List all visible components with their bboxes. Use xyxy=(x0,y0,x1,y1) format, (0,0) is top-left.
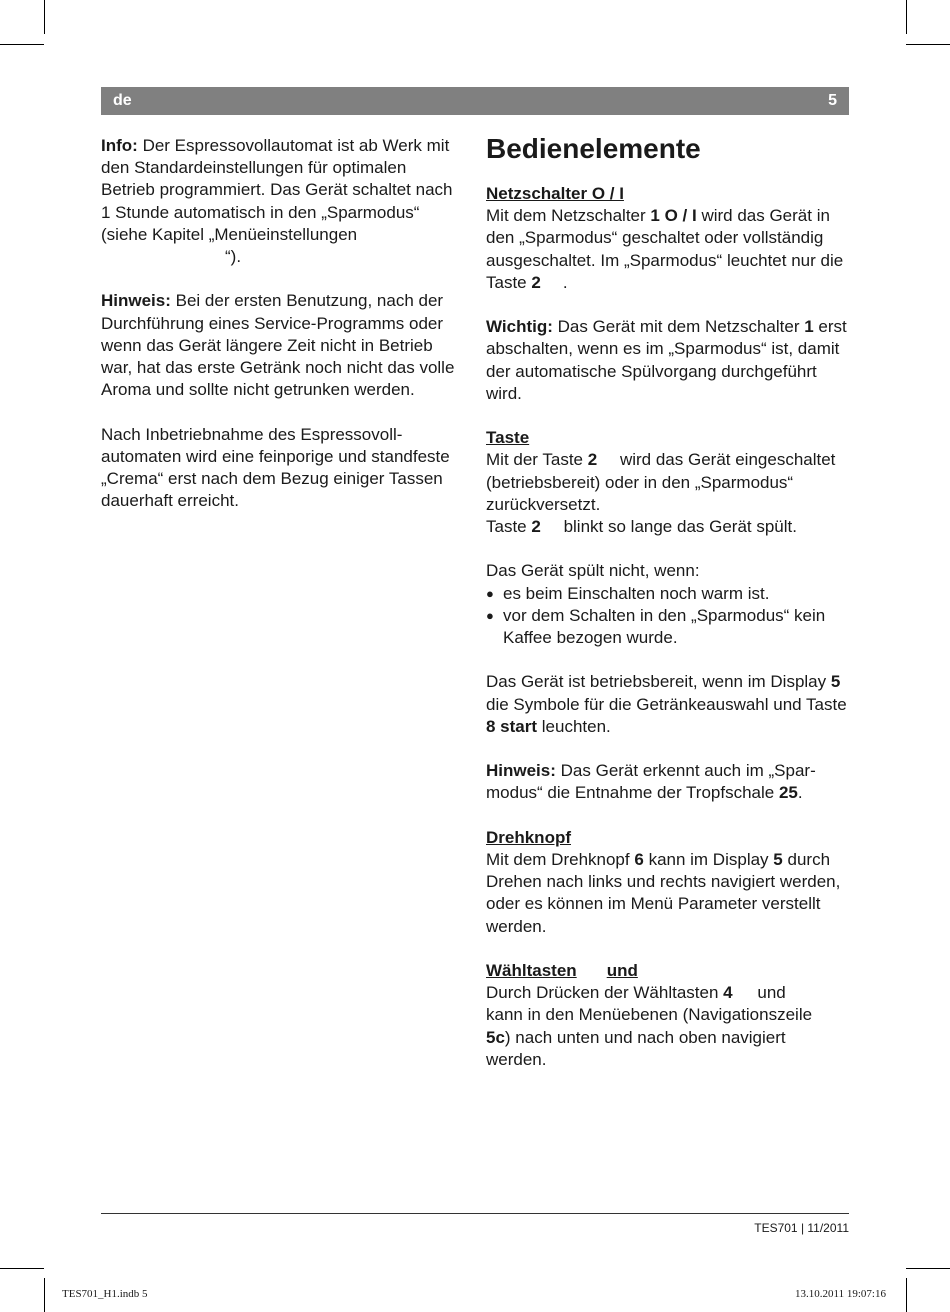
text: . xyxy=(797,783,803,803)
ref-number: 5c xyxy=(486,1027,505,1047)
crop-mark xyxy=(906,44,950,45)
ref-number: 2 xyxy=(587,450,598,470)
wichtig-paragraph xyxy=(486,316,850,405)
language-tag: de xyxy=(113,92,132,109)
ref-number: 5 xyxy=(773,850,783,869)
text: ) nach unten und nach oben navigiert werden. xyxy=(486,1027,786,1069)
text: die Symbole für die Getränkeauswahl und Taste xyxy=(486,694,847,714)
taste-heading xyxy=(486,427,850,449)
text: wird das Gerät eingeschaltet (betriebsbereit) oder in den „Sparmodus“ zurückversetzt. xyxy=(486,450,836,514)
text: Taste xyxy=(486,517,527,537)
drehknopf-heading: Drehknopf xyxy=(486,827,571,847)
netzschalter-heading: Netzschalter O / I xyxy=(486,184,624,203)
text: erst abschalten, wenn es im „Sparmodus“ ist, damit der automatische Spülvorgang durchgeführt wird. xyxy=(486,317,847,403)
doc-reference: TES701 | 11/2011 xyxy=(754,1221,849,1235)
text: Mit dem Drehknopf xyxy=(486,850,630,869)
footer-rule xyxy=(101,1213,849,1214)
waehltasten-paragraph xyxy=(486,982,850,1071)
hinweis-label: Hinweis: xyxy=(486,761,556,781)
hint-label: Hinweis: xyxy=(101,291,171,311)
hint-text: Bei der ersten Benutzung, nach der Durchführung eines Service-Programms oder wenn das Gerät längere Zeit nicht in Betrieb war, hat das erste Getränk noch nicht das volle Aroma und sollte nicht getrunken werden. xyxy=(101,291,455,400)
info-text: Der Espressovollautomat ist ab Werk mit den Standardeinstellungen für optimalen Betrieb programmiert. Das Gerät schaltet nach 1 Stunde automatisch in den „Sparmodus“ (siehe Kapitel „Menüeinstellungen xyxy=(101,136,453,244)
crop-mark xyxy=(0,1268,44,1269)
text: Durch Drücken der Wähltasten xyxy=(486,983,719,1003)
hinweis-paragraph xyxy=(486,760,850,804)
crop-mark xyxy=(906,1278,907,1312)
ref-number: 25 xyxy=(778,783,798,803)
text: kann in den Menüebenen (Navigationszeile xyxy=(486,1005,813,1025)
crop-mark xyxy=(906,0,907,34)
info-paragraph xyxy=(101,135,463,268)
list-item: ● es beim Einschalten noch warm ist. xyxy=(486,583,850,605)
heading-text: und xyxy=(606,961,638,980)
ref-number: 5 xyxy=(830,672,841,692)
wichtig-label: Wichtig: xyxy=(486,317,553,337)
text: durch Drehen nach links und rechts navigiert werden, oder es können im Menü Parameter verstellt werden. xyxy=(486,850,841,936)
print-slug-file: TES701_H1.indb 5 xyxy=(62,1288,148,1300)
text: Mit der Taste xyxy=(486,450,584,470)
text: blinkt so lange das Gerät spült. xyxy=(563,517,797,537)
crop-mark xyxy=(44,1278,45,1312)
text: und xyxy=(757,983,786,1003)
ref-number: 2 xyxy=(531,272,541,292)
list-item: ● vor dem Schalten in den „Sparmodus“ kein Kaffee bezogen wurde. xyxy=(486,605,850,649)
ref-number: 2 xyxy=(531,517,541,537)
text: wird das Gerät in den „Sparmodus“ geschaltet oder vollständig ausgeschaltet. Im „Sparmodus“ leuchtet nur die Taste xyxy=(486,206,844,292)
text: Das Gerät mit dem Netzschalter xyxy=(557,317,800,337)
ref-number: 4 xyxy=(723,983,733,1003)
crema-paragraph: Nach Inbetriebnahme des Espressovollautomaten wird eine feinporige und standfeste „Crema“ erst nach dem Bezug einiger Tassen dauerhaft erreicht. xyxy=(101,424,450,511)
ref-number: 8 start xyxy=(486,716,538,736)
taste-paragraph xyxy=(486,449,850,538)
ref-number: 6 xyxy=(634,850,644,869)
text: Das Gerät ist betriebsbereit, wenn im Display xyxy=(486,672,827,692)
crop-mark xyxy=(906,1268,950,1269)
page-number: 5 xyxy=(828,92,837,109)
crop-mark xyxy=(44,0,45,34)
hint-paragraph xyxy=(101,290,463,401)
text: . xyxy=(562,272,568,292)
print-slug-date: 13.10.2011 19:07:16 xyxy=(795,1288,886,1300)
ref-number: 1 O / I xyxy=(650,206,697,226)
bereit-paragraph xyxy=(486,671,850,738)
netzschalter-paragraph xyxy=(486,205,850,294)
bullet-list xyxy=(486,583,850,650)
info-text-end: “). xyxy=(225,247,242,267)
ref-number: 1 xyxy=(804,317,814,337)
text: Mit dem Netzschalter xyxy=(486,206,646,226)
crop-mark xyxy=(0,44,44,45)
taste-heading-text: Taste xyxy=(486,428,530,448)
section-title: Bedienelemente xyxy=(486,133,701,164)
left-column xyxy=(101,135,463,535)
spuelt-nicht-intro: Das Gerät spült nicht, wenn: xyxy=(486,561,700,581)
waehltasten-heading xyxy=(486,960,850,982)
drehknopf-paragraph xyxy=(486,849,850,938)
heading-text: Wähltasten xyxy=(486,961,577,980)
page-header xyxy=(101,87,849,115)
info-label: Info: xyxy=(101,136,138,155)
text: kann im Display xyxy=(648,850,769,869)
text: leuchten. xyxy=(541,716,611,736)
text: Das Gerät erkennt auch im „Sparmodus“ die Entnahme der Tropfschale xyxy=(486,761,816,803)
right-column xyxy=(486,135,850,1093)
